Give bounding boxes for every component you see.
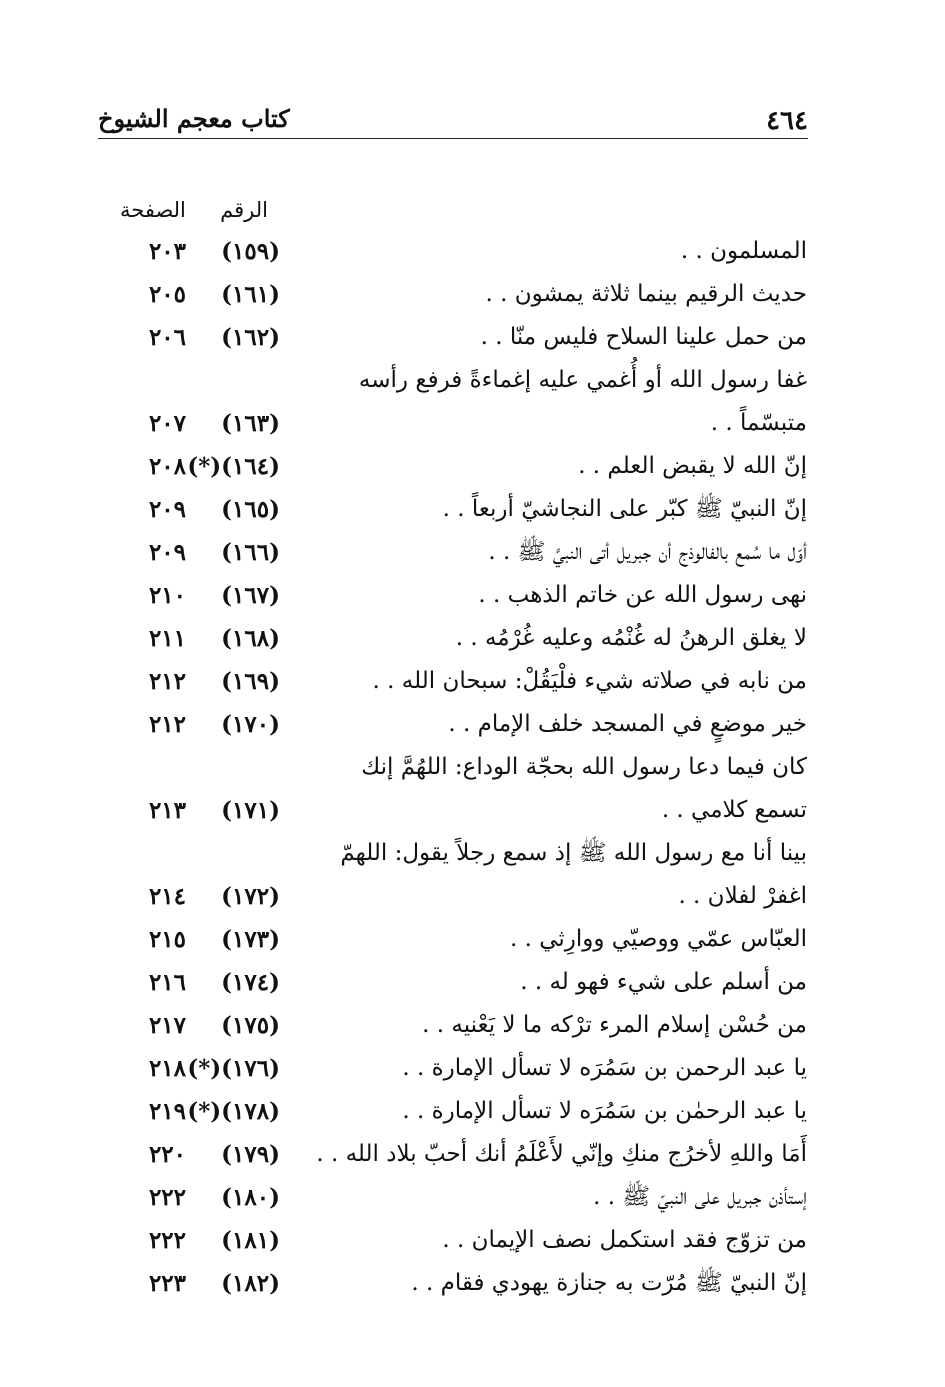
index-row (0, 273, 945, 316)
entry-page: ٢٢٢ (148, 1227, 186, 1254)
entry-number: (١٨٢) (221, 1270, 280, 1297)
entry-page: ٢٠٧ (148, 410, 186, 437)
index-row (0, 574, 945, 617)
index-row (0, 316, 945, 359)
index-row (0, 1090, 945, 1133)
entry-text: أوّل ما سُمع بالفالوذج أن جبريل أتى النبيَّ ﷺ . . (488, 539, 807, 565)
entry-text: يا عبد الرحمن بن سَمُرَه لا تسأل الإمارة . . (402, 1055, 807, 1081)
entry-page: ٢٠٨ (148, 453, 186, 480)
entry-number: (١٦٨) (221, 625, 280, 652)
index-row (0, 230, 945, 273)
entry-page: ٢١٢ (148, 668, 186, 695)
index-row (0, 746, 945, 789)
index-row (0, 359, 945, 402)
entry-number: (١٦١) (221, 281, 280, 308)
entry-page: ٢٠٥ (148, 281, 186, 308)
entry-text: من نابه في صلاته شيء فلْيَقُلْ: سبحان الله . . (372, 668, 807, 694)
index-row (0, 402, 945, 445)
entry-number: (١٦٦) (221, 539, 280, 566)
entry-number: (١٧١) (221, 797, 280, 824)
entry-number: (١٦٧) (221, 582, 280, 609)
index-row (0, 1219, 945, 1262)
entry-text: إستأذن جبريل على النبيّ ﷺ . . (593, 1184, 807, 1210)
entry-page: ٢١٩ (148, 1098, 186, 1125)
entry-text: كان فيما دعا رسول الله بحجّة الوداع: اللهُمَّ إنك (361, 754, 807, 780)
entry-text: من تزوّج فقد استكمل نصف الإيمان . . (442, 1227, 807, 1253)
running-title: كتاب معجم الشيوخ (98, 104, 290, 133)
index-row (0, 1176, 945, 1219)
entry-page: ٢٢٣ (148, 1270, 186, 1297)
entry-page: ٢١١ (148, 625, 186, 652)
entry-page: ٢١٤ (148, 883, 186, 910)
entry-page: ٢١٧ (148, 1012, 186, 1039)
entry-number: (١٧٢) (221, 883, 280, 910)
index-row (0, 961, 945, 1004)
entry-text: المسلمون . . (680, 238, 807, 264)
entry-number: (١٧٥) (221, 1012, 280, 1039)
entry-number: (١٧٤) (221, 969, 280, 996)
entry-number: (١٦٩) (221, 668, 280, 695)
header-rule (98, 138, 808, 139)
entry-number: (١٥٩) (221, 238, 280, 265)
index-row (0, 832, 945, 875)
index-row (0, 1133, 945, 1176)
entry-page: ٢٠٩ (148, 496, 186, 523)
index-row (0, 1047, 945, 1090)
entry-page: ٢٢٢ (148, 1184, 186, 1211)
entry-text: تسمع كلامي . . (661, 797, 807, 823)
entry-page: ٢١٢ (148, 711, 186, 738)
page-number: ٤٦٤ (766, 106, 808, 136)
index-row (0, 660, 945, 703)
entry-page: ٢١٦ (148, 969, 186, 996)
entry-number: (١٨٠) (221, 1184, 280, 1211)
number-column-header: الرقم (220, 198, 268, 222)
entry-text: يا عبد الرحمٰن بن سَمُرَه لا تسأل الإمارة . . (402, 1098, 807, 1124)
entry-page: ٢٠٩ (148, 539, 186, 566)
entry-text: من حُسْن إسلام المرء ترْكه ما لا يَعْنيه . . (422, 1012, 807, 1038)
index-row (0, 531, 945, 574)
entry-text: متبسّماً . . (710, 410, 807, 436)
index-row (0, 703, 945, 746)
entry-number: (١٧٣) (221, 926, 280, 953)
entry-page: ٢١٠ (148, 582, 186, 609)
entry-number: (١٦٣) (221, 410, 280, 437)
entry-text: إنّ الله لا يقبض العلم . . (578, 453, 807, 479)
entry-number: (١٦٥) (221, 496, 280, 523)
entry-page: ٢١٣ (148, 797, 186, 824)
index-row (0, 488, 945, 531)
entry-page: ٢٠٣ (148, 238, 186, 265)
index-entries (0, 230, 945, 1305)
entry-page: ٢٢٠ (148, 1141, 186, 1168)
entry-text: غفا رسول الله أو أُغمي عليه إغماءةً فرفع رأسه (358, 367, 807, 393)
page-column-header: الصفحة (120, 198, 186, 222)
index-row (0, 1262, 945, 1305)
column-headers (120, 198, 280, 228)
entry-text: حديث الرقيم بينما ثلاثة يمشون . . (485, 281, 807, 307)
index-row (0, 918, 945, 961)
index-row (0, 875, 945, 918)
index-row (0, 617, 945, 660)
index-row (0, 789, 945, 832)
entry-page: ٢١٥ (148, 926, 186, 953)
entry-text: خير موضعٍ في المسجد خلف الإمام . . (448, 711, 807, 737)
entry-text: بينا أنا مع رسول الله ﷺ إذ سمع رجلاً يقول: اللهمّ (340, 840, 807, 866)
entry-text: إنّ النبيّ ﷺ مُرّت به جنازة يهودي فقام . . (411, 1270, 807, 1296)
entry-number: (١٧٨)(*) (187, 1098, 280, 1125)
index-row (0, 445, 945, 488)
entry-number: (١٧٩) (221, 1141, 280, 1168)
entry-number: (١٧٦)(*) (187, 1055, 280, 1082)
entry-text: اغفرْ لفلان . . (678, 883, 807, 909)
entry-number: (١٦٤)(*) (187, 453, 280, 480)
entry-number: (١٦٢) (221, 324, 280, 351)
entry-text: إنّ النبيّ ﷺ كبّر على النجاشيّ أربعاً . . (442, 496, 807, 522)
entry-page: ٢١٨ (148, 1055, 186, 1082)
entry-text: العبّاس عمّي ووصيّي ووارِثي . . (509, 926, 807, 952)
page-header (98, 102, 808, 138)
entry-text: أَمَا واللهِ لأخرُج منكِ وإنّي لأَعْلَمُ أنك أحبّ بلاد الله . . (316, 1141, 807, 1167)
entry-text: لا يغلق الرهنُ له غُنْمُه وعليه غُرْمُه . . (455, 625, 807, 651)
entry-page: ٢٠٦ (148, 324, 186, 351)
entry-text: من حمل علينا السلاح فليس منّا . . (480, 324, 807, 350)
entry-number: (١٨١) (221, 1227, 280, 1254)
index-row (0, 1004, 945, 1047)
entry-number: (١٧٠) (221, 711, 280, 738)
entry-text: من أسلم على شيء فهو له . . (520, 969, 807, 995)
entry-text: نهى رسول الله عن خاتم الذهب . . (478, 582, 807, 608)
